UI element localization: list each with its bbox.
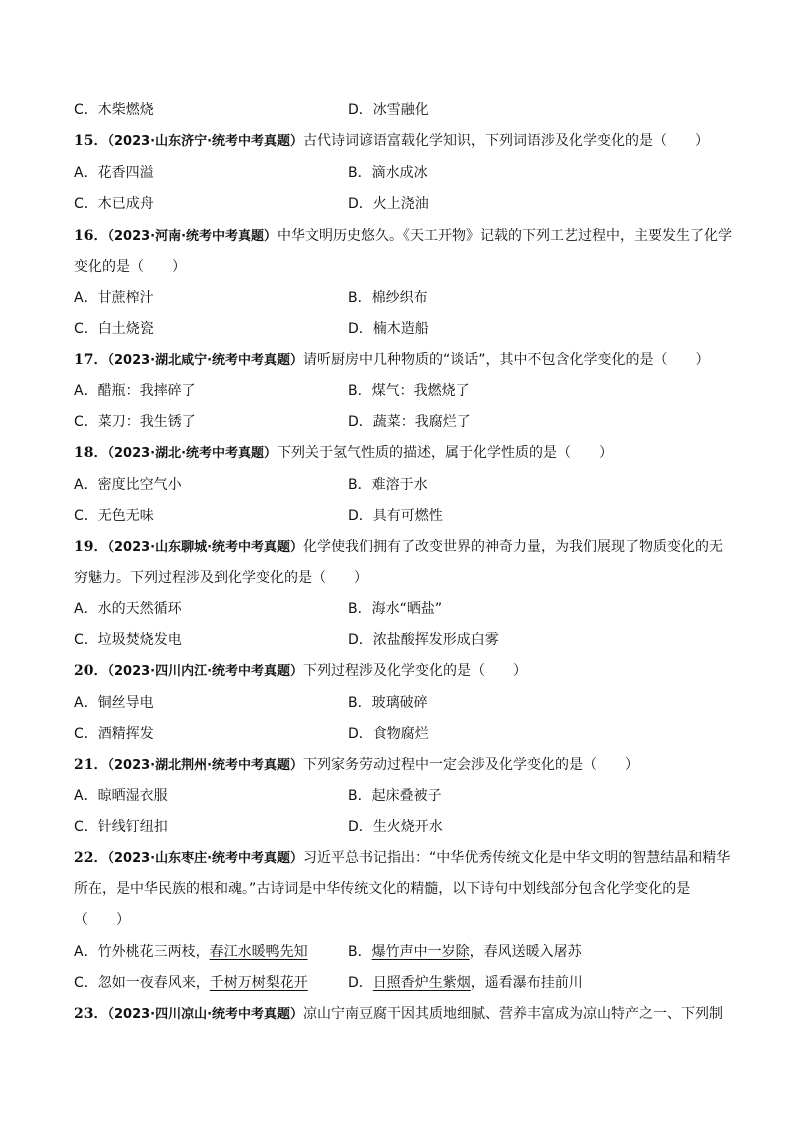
- q16-option-d[interactable]: D．楠木造船: [348, 321, 429, 337]
- q15-option-d[interactable]: D．火上浇油: [348, 196, 429, 212]
- q21-option-a[interactable]: A．晾晒湿衣服: [74, 788, 168, 804]
- q19-option-b[interactable]: B．海水“晒盐”: [348, 601, 443, 617]
- q21-option-b[interactable]: B．起床叠被子: [348, 788, 442, 804]
- q20-option-c[interactable]: C．酒精挥发: [74, 726, 154, 742]
- underlined-phrase: 日照香炉生紫烟: [372, 975, 471, 991]
- q22-stem-blank: （ ）: [74, 912, 130, 928]
- q20-stem: [74, 661, 724, 682]
- question-number: 15．: [74, 133, 108, 149]
- q19-option-a[interactable]: A．水的天然循环: [74, 601, 182, 617]
- question-text: 下列家务劳动过程中一定会涉及化学变化的是（ ）: [303, 757, 640, 773]
- question-source: （2023·山东济宁·统考中考真题）: [107, 134, 304, 149]
- underlined-phrase: 春江水暖鸭先知: [209, 944, 308, 960]
- q19-stem: [74, 537, 724, 558]
- question-source: （2023·湖北荆州·统考中考真题）: [107, 758, 304, 773]
- question-text: 古代诗词谚语富载化学知识，下列词语涉及化学变化的是（ ）: [303, 133, 710, 149]
- q22-option-d[interactable]: [348, 973, 583, 993]
- q22-stem: [74, 848, 731, 869]
- q16-option-c[interactable]: C．白土烧瓷: [74, 321, 154, 337]
- question-number: 21．: [74, 757, 108, 773]
- q17-option-b[interactable]: B．煤气：我燃烧了: [348, 383, 470, 399]
- q18-stem: [74, 443, 724, 464]
- question-source: （2023·湖北咸宁·统考中考真题）: [107, 353, 304, 368]
- option-label: D．: [348, 975, 373, 991]
- question-source: （2023·四川凉山·统考中考真题）: [107, 1007, 304, 1022]
- q15-option-c[interactable]: C．木已成舟: [74, 196, 154, 212]
- q16-stem: [74, 226, 733, 247]
- question-number: 18．: [74, 445, 108, 461]
- q21-option-c[interactable]: C．针线钉纽扣: [74, 819, 168, 835]
- option-text: ，遥看瀑布挂前川: [470, 975, 583, 991]
- option-text: C．忽如一夜春风来，: [74, 975, 210, 991]
- question-source: （2023·山东聊城·统考中考真题）: [107, 540, 304, 555]
- option-text: A．竹外桃花三两枝，: [74, 944, 210, 960]
- question-number: 16．: [74, 228, 108, 244]
- question-number: 23．: [74, 1006, 108, 1022]
- q19-option-d[interactable]: D．浓盐酸挥发形成白雾: [348, 632, 499, 648]
- underlined-phrase: 爆竹声中一岁除: [371, 944, 470, 960]
- q22-option-a[interactable]: [74, 942, 308, 962]
- q15-option-a[interactable]: A．花香四溢: [74, 165, 154, 181]
- q17-option-a[interactable]: A．醋瓶：我摔碎了: [74, 383, 196, 399]
- underlined-phrase: 千树万树梨花开: [209, 975, 308, 991]
- question-number: 22．: [74, 850, 108, 866]
- q19-stem-cont: 穷魅力。下列过程涉及到化学变化的是（ ）: [74, 570, 368, 586]
- option-text: ，春风送暖入屠苏: [469, 944, 582, 960]
- question-source: （2023·河南·统考中考真题）: [107, 229, 278, 244]
- q18-option-a[interactable]: A．密度比空气小: [74, 477, 182, 493]
- q15-stem: [74, 131, 724, 152]
- q16-stem-cont: 变化的是（ ）: [74, 259, 186, 275]
- q18-option-d[interactable]: D．具有可燃性: [348, 508, 443, 524]
- q23-stem: [74, 1004, 724, 1025]
- q22-option-c[interactable]: [74, 973, 308, 993]
- q19-option-c[interactable]: C．垃圾焚烧发电: [74, 632, 182, 648]
- question-number: 19．: [74, 539, 108, 555]
- q15-option-b[interactable]: B．滴水成冰: [348, 165, 428, 181]
- question-number: 17．: [74, 352, 108, 368]
- q17-stem: [74, 350, 724, 371]
- question-text: 中华文明历史悠久。《天工开物》记载的下列工艺过程中，主要发生了化学: [277, 228, 733, 244]
- q16-option-a[interactable]: A．甘蔗榨汁: [74, 290, 154, 306]
- q18-option-b[interactable]: B．难溶于水: [348, 477, 428, 493]
- q20-option-a[interactable]: A．铜丝导电: [74, 695, 154, 711]
- q21-option-d[interactable]: D．生火烧开水: [348, 819, 443, 835]
- q14-option-d[interactable]: D．冰雪融化: [348, 102, 429, 118]
- question-source: （2023·湖北·统考中考真题）: [107, 446, 278, 461]
- q18-option-c[interactable]: C．无色无味: [74, 508, 154, 524]
- q20-option-d[interactable]: D．食物腐烂: [348, 726, 429, 742]
- question-source: （2023·四川内江·统考中考真题）: [107, 664, 304, 679]
- q14-option-c[interactable]: C．木柴燃烧: [74, 102, 154, 118]
- question-text: 化学使我们拥有了改变世界的神奇力量，为我们展现了物质变化的无: [303, 539, 724, 555]
- question-text: 凉山宁南豆腐干因其质地细腻、营养丰富成为凉山特产之一、下列制: [303, 1006, 724, 1022]
- q21-stem: [74, 755, 724, 776]
- question-text: 下列关于氢气性质的描述，属于化学性质的是（ ）: [277, 445, 614, 461]
- question-number: 20．: [74, 663, 108, 679]
- q20-option-b[interactable]: B．玻璃破碎: [348, 695, 428, 711]
- q17-option-c[interactable]: C．菜刀：我生锈了: [74, 414, 196, 430]
- question-text: 下列过程涉及化学变化的是（ ）: [303, 663, 528, 679]
- q22-stem-cont: 所在，是中华民族的根和魂。”古诗词是中华传统文化的精髓，以下诗句中划线部分包含化学变化的是: [74, 881, 691, 897]
- option-label: B．: [348, 944, 372, 960]
- q22-option-b[interactable]: [348, 942, 582, 962]
- q16-option-b[interactable]: B．棉纱织布: [348, 290, 428, 306]
- question-text: 习近平总书记指出：“中华优秀传统文化是中华文明的智慧结晶和精华: [303, 850, 731, 866]
- q17-option-d[interactable]: D．蔬菜：我腐烂了: [348, 414, 471, 430]
- question-text: 请听厨房中几种物质的“谈话”，其中不包含化学变化的是（ ）: [303, 352, 710, 368]
- question-source: （2023·山东枣庄·统考中考真题）: [107, 851, 304, 866]
